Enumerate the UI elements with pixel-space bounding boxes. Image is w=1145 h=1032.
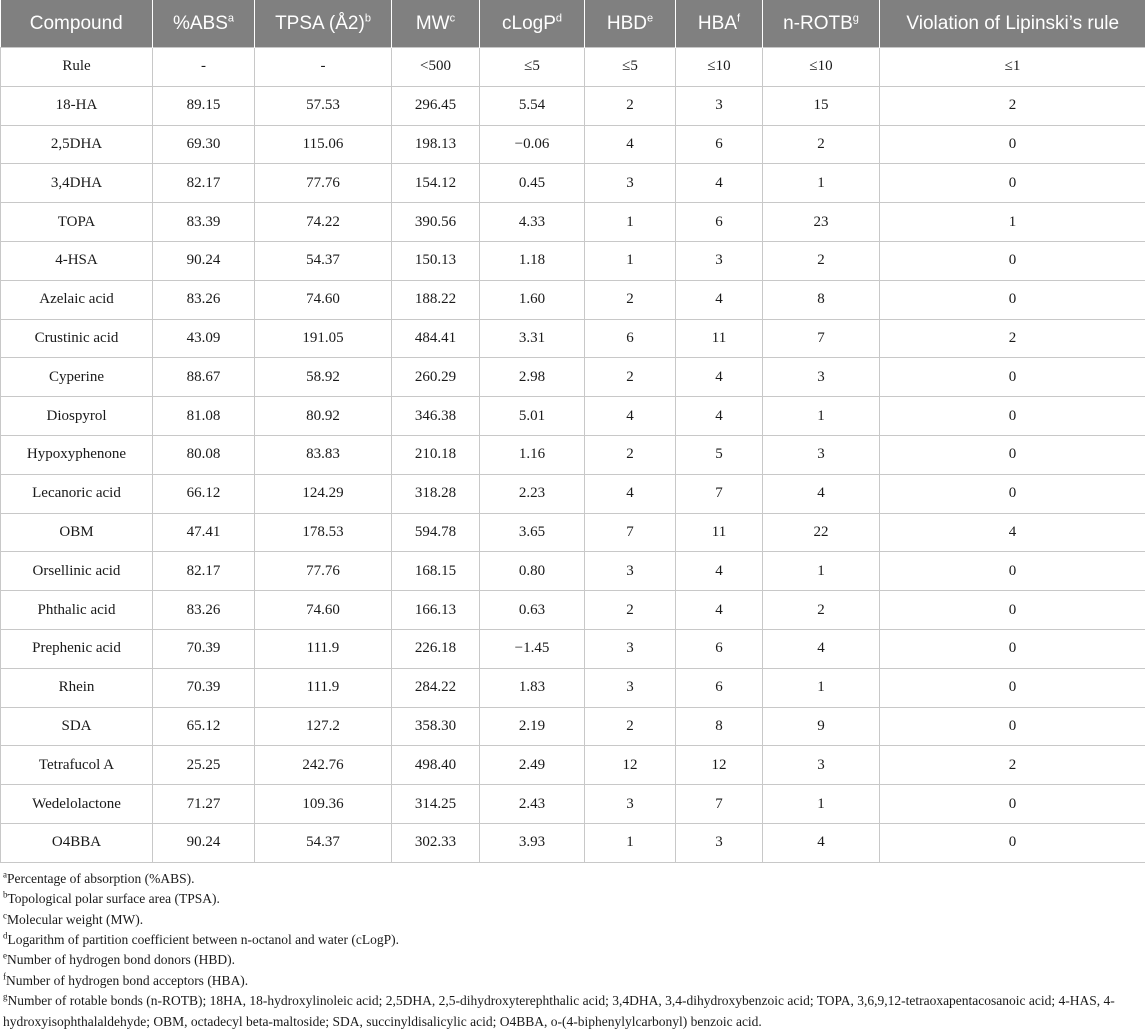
table-cell: 1 xyxy=(585,203,676,242)
table-cell: 3 xyxy=(676,86,763,125)
table-cell: 43.09 xyxy=(153,319,255,358)
table-cell: 6 xyxy=(585,319,676,358)
compound-name-cell: Wedelolactone xyxy=(1,785,153,824)
table-cell: 0.80 xyxy=(480,552,585,591)
table-row xyxy=(1,319,1145,358)
table-cell: 83.83 xyxy=(255,435,392,474)
footnote-marker: e xyxy=(647,12,653,24)
table-cell: 0 xyxy=(880,164,1145,203)
table-cell: 168.15 xyxy=(392,552,480,591)
table-cell: 191.05 xyxy=(255,319,392,358)
table-cell: 4 xyxy=(676,358,763,397)
table-cell: 74.60 xyxy=(255,591,392,630)
table-cell: 25.25 xyxy=(153,746,255,785)
table-cell: 2 xyxy=(585,280,676,319)
compound-name-cell: Orsellinic acid xyxy=(1,552,153,591)
footnote-marker: g xyxy=(853,12,859,24)
table-cell: 6 xyxy=(676,629,763,668)
table-cell: 57.53 xyxy=(255,86,392,125)
table-cell: 7 xyxy=(585,513,676,552)
compound-name-cell: Rhein xyxy=(1,668,153,707)
table-cell: 4 xyxy=(676,591,763,630)
table-cell: 8 xyxy=(763,280,880,319)
table-cell: 1 xyxy=(763,785,880,824)
table-cell: 7 xyxy=(676,474,763,513)
table-cell: 0 xyxy=(880,358,1145,397)
compound-name-cell: OBM xyxy=(1,513,153,552)
table-cell: 314.25 xyxy=(392,785,480,824)
table-cell: 0.45 xyxy=(480,164,585,203)
table-cell: 594.78 xyxy=(392,513,480,552)
table-row xyxy=(1,746,1145,785)
table-cell: 11 xyxy=(676,319,763,358)
table-cell: 111.9 xyxy=(255,668,392,707)
table-cell: 7 xyxy=(676,785,763,824)
table-cell: 2.49 xyxy=(480,746,585,785)
table-cell: 11 xyxy=(676,513,763,552)
table-cell: ≤10 xyxy=(763,48,880,87)
table-body xyxy=(1,48,1145,863)
column-header xyxy=(763,0,880,48)
compound-name-cell: 18-HA xyxy=(1,86,153,125)
table-cell: 12 xyxy=(676,746,763,785)
column-header-label: HBA xyxy=(698,13,737,34)
table-cell: 1.83 xyxy=(480,668,585,707)
footnote xyxy=(3,910,1145,930)
table-row xyxy=(1,358,1145,397)
table-cell: 1.16 xyxy=(480,435,585,474)
table-cell: 2 xyxy=(763,125,880,164)
table-row xyxy=(1,552,1145,591)
table-row xyxy=(1,474,1145,513)
table-cell: 0 xyxy=(880,707,1145,746)
table-cell: 2 xyxy=(880,319,1145,358)
table-cell: −0.06 xyxy=(480,125,585,164)
table-cell: 1 xyxy=(880,203,1145,242)
table-cell: 3.65 xyxy=(480,513,585,552)
column-header xyxy=(880,0,1145,48)
footnote-text: Number of rotable bonds (n-ROTB); 18HA, 18-hydroxylinoleic acid; 2,5DHA, 2,5-dihydroxyterephthalic acid; 3,4DHA, 3,4-dihydroxybenzoic acid; TOPA, 3,6,9,12-tetraoxapentacosanoic acid; 4-HAS, 4-hydroxyisophthalaldehyde; OBM, octadecyl beta-maltoside; SDA, succinyldisalicylic acid; O4BBA, o-(4-biphenylylcarbonyl) benzoic acid. xyxy=(3,993,1115,1028)
table-cell: 296.45 xyxy=(392,86,480,125)
column-header xyxy=(255,0,392,48)
table-cell: 80.92 xyxy=(255,397,392,436)
table-cell: 0 xyxy=(880,125,1145,164)
footnote-marker: a xyxy=(3,869,7,879)
table-row xyxy=(1,668,1145,707)
compound-name-cell: Azelaic acid xyxy=(1,280,153,319)
table-cell: ≤5 xyxy=(585,48,676,87)
table-cell: 2 xyxy=(585,435,676,474)
table-cell: 74.60 xyxy=(255,280,392,319)
table-cell: 0 xyxy=(880,591,1145,630)
table-cell: 82.17 xyxy=(153,164,255,203)
table-cell: 0 xyxy=(880,397,1145,436)
table-cell: ≤5 xyxy=(480,48,585,87)
footnote xyxy=(3,950,1145,970)
table-cell: 4 xyxy=(763,474,880,513)
table-cell: 82.17 xyxy=(153,552,255,591)
footnote-text: Number of hydrogen bond acceptors (HBA). xyxy=(6,973,248,988)
table-row xyxy=(1,280,1145,319)
table-cell: 198.13 xyxy=(392,125,480,164)
table-cell: 58.92 xyxy=(255,358,392,397)
footnote xyxy=(3,930,1145,950)
table-cell: 302.33 xyxy=(392,823,480,862)
column-header-label: cLogP xyxy=(502,13,556,34)
table-cell: 2 xyxy=(585,86,676,125)
compound-name-cell: Lecanoric acid xyxy=(1,474,153,513)
table-cell: −1.45 xyxy=(480,629,585,668)
footnotes xyxy=(0,863,1145,1032)
compound-name-cell: Prephenic acid xyxy=(1,629,153,668)
table-cell: 0.63 xyxy=(480,591,585,630)
table-cell: 3 xyxy=(585,164,676,203)
table-cell: 1 xyxy=(763,164,880,203)
table-cell: 2 xyxy=(585,358,676,397)
footnote-marker: a xyxy=(228,12,234,24)
column-header-label: %ABS xyxy=(173,13,228,34)
table-cell: 23 xyxy=(763,203,880,242)
table-cell: 3 xyxy=(585,552,676,591)
table-cell: 2 xyxy=(880,86,1145,125)
table-cell: 2 xyxy=(880,746,1145,785)
table-cell: 2 xyxy=(585,591,676,630)
table-cell: 3.93 xyxy=(480,823,585,862)
table-cell: 5 xyxy=(676,435,763,474)
column-header xyxy=(480,0,585,48)
table-cell: 5.54 xyxy=(480,86,585,125)
table-cell: 4 xyxy=(880,513,1145,552)
table-cell: 1 xyxy=(763,552,880,591)
table-row xyxy=(1,785,1145,824)
compound-name-cell: 2,5DHA xyxy=(1,125,153,164)
table-cell: 0 xyxy=(880,552,1145,591)
table-cell: 65.12 xyxy=(153,707,255,746)
table-cell: 2.43 xyxy=(480,785,585,824)
table-cell: 2 xyxy=(763,241,880,280)
table-cell: 83.39 xyxy=(153,203,255,242)
table-cell: 1 xyxy=(763,668,880,707)
table-cell: 74.22 xyxy=(255,203,392,242)
table-cell: 210.18 xyxy=(392,435,480,474)
table-cell: 1.18 xyxy=(480,241,585,280)
table-cell: 90.24 xyxy=(153,241,255,280)
table-cell: 22 xyxy=(763,513,880,552)
compound-name-cell: 3,4DHA xyxy=(1,164,153,203)
table-cell: <500 xyxy=(392,48,480,87)
footnote-marker: f xyxy=(737,12,740,24)
table-cell: 6 xyxy=(676,668,763,707)
table-cell: 498.40 xyxy=(392,746,480,785)
table-cell: 1 xyxy=(763,397,880,436)
column-header-label: HBD xyxy=(607,13,647,34)
table-cell: 111.9 xyxy=(255,629,392,668)
table-cell: 2.19 xyxy=(480,707,585,746)
table-cell: 4 xyxy=(676,552,763,591)
table-cell: 484.41 xyxy=(392,319,480,358)
header-row xyxy=(1,0,1145,48)
table-cell: 66.12 xyxy=(153,474,255,513)
table-cell: 4 xyxy=(676,280,763,319)
table-cell: 81.08 xyxy=(153,397,255,436)
column-header xyxy=(585,0,676,48)
table-cell: 318.28 xyxy=(392,474,480,513)
column-header-label: n-ROTB xyxy=(783,13,853,34)
table-cell: 80.08 xyxy=(153,435,255,474)
table-row xyxy=(1,397,1145,436)
table-cell: 4 xyxy=(585,474,676,513)
table-cell: 4 xyxy=(585,125,676,164)
table-cell: 3 xyxy=(763,746,880,785)
table-cell: 0 xyxy=(880,280,1145,319)
table-cell: 3 xyxy=(763,358,880,397)
table-cell: 89.15 xyxy=(153,86,255,125)
table-cell: 115.06 xyxy=(255,125,392,164)
compound-name-cell: Diospyrol xyxy=(1,397,153,436)
table-cell: - xyxy=(153,48,255,87)
table-cell: 90.24 xyxy=(153,823,255,862)
column-header xyxy=(676,0,763,48)
column-header xyxy=(392,0,480,48)
table-cell: 9 xyxy=(763,707,880,746)
table-cell: 5.01 xyxy=(480,397,585,436)
table-cell: 390.56 xyxy=(392,203,480,242)
table-cell: 2 xyxy=(585,707,676,746)
table-cell: 166.13 xyxy=(392,591,480,630)
table-cell: 3 xyxy=(676,241,763,280)
table-cell: 3 xyxy=(585,785,676,824)
footnote-text: Number of hydrogen bond donors (HBD). xyxy=(7,952,235,967)
table-cell: 2.98 xyxy=(480,358,585,397)
table-cell: - xyxy=(255,48,392,87)
footnote-marker: d xyxy=(3,930,8,940)
table-row xyxy=(1,241,1145,280)
footnote-marker: g xyxy=(3,992,8,1002)
compound-name-cell: TOPA xyxy=(1,203,153,242)
footnote xyxy=(3,889,1145,909)
compound-name-cell: Hypoxyphenone xyxy=(1,435,153,474)
footnote-text: Topological polar surface area (TPSA). xyxy=(8,891,220,906)
table-cell: 4 xyxy=(585,397,676,436)
table-cell: 83.26 xyxy=(153,591,255,630)
table-cell: 124.29 xyxy=(255,474,392,513)
compound-name-cell: SDA xyxy=(1,707,153,746)
table-cell: 88.67 xyxy=(153,358,255,397)
compound-name-cell: Rule xyxy=(1,48,153,87)
table-cell: 127.2 xyxy=(255,707,392,746)
compound-name-cell: Tetrafucol A xyxy=(1,746,153,785)
table-cell: ≤1 xyxy=(880,48,1145,87)
footnote-marker: f xyxy=(3,971,6,981)
table-cell: 70.39 xyxy=(153,668,255,707)
table-cell: 3 xyxy=(676,823,763,862)
footnote-marker: d xyxy=(556,12,562,24)
table-cell: 3.31 xyxy=(480,319,585,358)
table-cell: 7 xyxy=(763,319,880,358)
table-cell: 15 xyxy=(763,86,880,125)
table-cell: 2 xyxy=(763,591,880,630)
compound-name-cell: Phthalic acid xyxy=(1,591,153,630)
table-cell: 77.76 xyxy=(255,552,392,591)
table-cell: 4.33 xyxy=(480,203,585,242)
table-header xyxy=(1,0,1145,48)
table-row xyxy=(1,86,1145,125)
footnote-marker: c xyxy=(450,12,456,24)
footnote-marker: e xyxy=(3,951,7,961)
table-cell: 69.30 xyxy=(153,125,255,164)
table-cell: 0 xyxy=(880,823,1145,862)
table-cell: 150.13 xyxy=(392,241,480,280)
table-row xyxy=(1,125,1145,164)
table-row xyxy=(1,513,1145,552)
table-cell: 47.41 xyxy=(153,513,255,552)
table-cell: 0 xyxy=(880,241,1145,280)
table-cell: 1.60 xyxy=(480,280,585,319)
footnote-text: Percentage of absorption (%ABS). xyxy=(7,871,194,886)
footnote-marker: b xyxy=(3,890,8,900)
table-cell: 358.30 xyxy=(392,707,480,746)
column-header-label: MW xyxy=(416,13,450,34)
table-cell: 54.37 xyxy=(255,241,392,280)
table-row xyxy=(1,435,1145,474)
compound-name-cell: O4BBA xyxy=(1,823,153,862)
table-cell: 3 xyxy=(585,668,676,707)
table-row xyxy=(1,823,1145,862)
table-row xyxy=(1,203,1145,242)
column-header xyxy=(1,0,153,48)
table-cell: 154.12 xyxy=(392,164,480,203)
table-cell: 260.29 xyxy=(392,358,480,397)
table-cell: 54.37 xyxy=(255,823,392,862)
compound-name-cell: 4-HSA xyxy=(1,241,153,280)
table-cell: 3 xyxy=(585,629,676,668)
table-cell: 70.39 xyxy=(153,629,255,668)
table-cell: 12 xyxy=(585,746,676,785)
rule-row xyxy=(1,48,1145,87)
table-cell: 188.22 xyxy=(392,280,480,319)
column-header xyxy=(153,0,255,48)
table-cell: 1 xyxy=(585,823,676,862)
table-cell: 83.26 xyxy=(153,280,255,319)
footnote-text: Logarithm of partition coefficient between n-octanol and water (cLogP). xyxy=(8,932,399,947)
table-row xyxy=(1,629,1145,668)
table-cell: 4 xyxy=(676,164,763,203)
compound-name-cell: Crustinic acid xyxy=(1,319,153,358)
table-cell: ≤10 xyxy=(676,48,763,87)
table-cell: 3 xyxy=(763,435,880,474)
table-cell: 4 xyxy=(763,823,880,862)
table-cell: 346.38 xyxy=(392,397,480,436)
table-cell: 0 xyxy=(880,435,1145,474)
table-cell: 0 xyxy=(880,668,1145,707)
table-cell: 4 xyxy=(676,397,763,436)
table-cell: 2.23 xyxy=(480,474,585,513)
table-row xyxy=(1,591,1145,630)
table-cell: 4 xyxy=(763,629,880,668)
table-cell: 77.76 xyxy=(255,164,392,203)
footnote-marker: b xyxy=(365,12,371,24)
footnote-text: Molecular weight (MW). xyxy=(7,912,143,927)
table-cell: 1 xyxy=(585,241,676,280)
table-cell: 178.53 xyxy=(255,513,392,552)
table-cell: 0 xyxy=(880,629,1145,668)
table-cell: 0 xyxy=(880,785,1145,824)
table-cell: 109.36 xyxy=(255,785,392,824)
compound-name-cell: Cyperine xyxy=(1,358,153,397)
column-header-label: Compound xyxy=(30,13,123,34)
table-cell: 6 xyxy=(676,125,763,164)
table-cell: 71.27 xyxy=(153,785,255,824)
table-cell: 242.76 xyxy=(255,746,392,785)
column-header-label: Violation of Lipinski’s rule xyxy=(906,13,1119,34)
table-cell: 6 xyxy=(676,203,763,242)
table-row xyxy=(1,164,1145,203)
table-cell: 284.22 xyxy=(392,668,480,707)
table-cell: 8 xyxy=(676,707,763,746)
table-row xyxy=(1,707,1145,746)
footnote xyxy=(3,869,1145,889)
footnote-marker: c xyxy=(3,910,7,920)
table-cell: 226.18 xyxy=(392,629,480,668)
column-header-label: TPSA (Å2) xyxy=(275,13,365,34)
table-cell: 0 xyxy=(880,474,1145,513)
footnote xyxy=(3,971,1145,991)
